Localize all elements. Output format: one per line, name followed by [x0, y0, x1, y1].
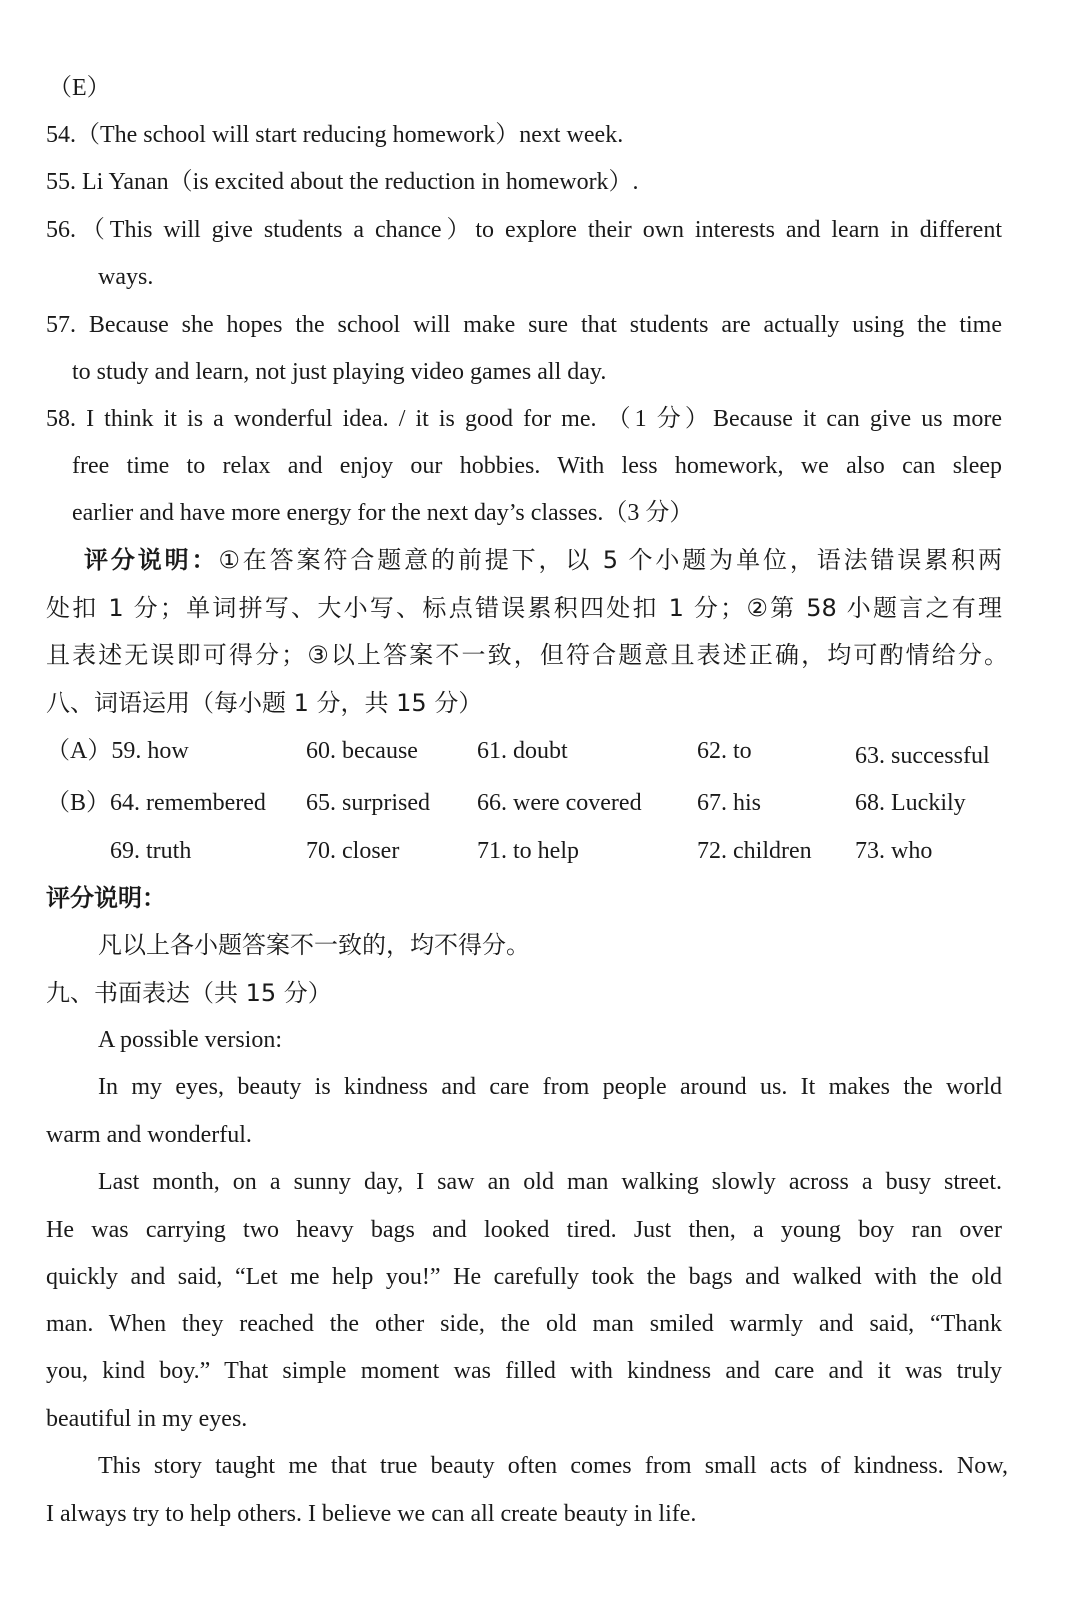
- answer-65: 65. surprised: [306, 790, 430, 816]
- section-8-heading: 八、词语运用（每小题 1 分，共 15 分）: [46, 689, 483, 717]
- answer-57-line-1: 57. Because she hopes the school will make sure that students are actually using the time: [46, 312, 1002, 338]
- answer-58-line-2: free time to relax and enjoy our hobbies. With less homework, we also can sleep: [72, 453, 1002, 479]
- essay-p1-line-2: warm and wonderful.: [46, 1122, 252, 1148]
- scoring-notes-e-label: 评分说明：: [84, 546, 219, 574]
- essay-p3-line-1: This story taught me that true beauty often comes from small acts of kindness. Now,: [98, 1453, 1008, 1479]
- answer-63: 63. successful: [855, 743, 990, 769]
- essay-p2-line-6: beautiful in my eyes.: [46, 1406, 248, 1432]
- answer-64: （B）64. remembered: [46, 790, 266, 816]
- scoring-notes-e-line-1: [46, 545, 1002, 575]
- answer-58-line-1: 58. I think it is a wonderful idea. / it is good for me. （1 分）Because it can give us more: [46, 406, 1002, 432]
- answer-67: 67. his: [697, 790, 762, 816]
- answer-55: 55. Li Yanan（is excited about the reduction in homework）.: [46, 169, 639, 195]
- answer-56-line-2: ways.: [98, 264, 154, 290]
- answer-56-line-1: 56.（This will give students a chance）to explore their own interests and learn in different: [46, 217, 1002, 243]
- answer-71: 71. to help: [477, 838, 579, 864]
- essay-p2-line-3: quickly and said, “Let me help you!” He carefully took the bags and walked with the old: [46, 1264, 1002, 1290]
- essay-p1-line-1: In my eyes, beauty is kindness and care from people around us. It makes the world: [98, 1074, 1002, 1100]
- answer-60: 60. because: [306, 738, 418, 764]
- answer-68: 68. Luckily: [855, 790, 966, 816]
- scoring-notes-8-label: 评分说明：: [46, 884, 166, 912]
- answer-62: 62. to: [697, 738, 752, 764]
- section-e-heading: （E）: [48, 75, 111, 101]
- essay-p3-line-2: I always try to help others. I believe we can all create beauty in life.: [46, 1501, 697, 1527]
- section-9-heading: 九、书面表达（共 15 分）: [46, 979, 332, 1007]
- essay-p2-line-4: man. When they reached the other side, the old man smiled warmly and said, “Thank: [46, 1311, 1002, 1337]
- essay-p2-line-2: He was carrying two heavy bags and looked tired. Just then, a young boy ran over: [46, 1217, 1002, 1243]
- answer-72: 72. children: [697, 838, 812, 864]
- answer-59: （A）59. how: [46, 738, 189, 764]
- answer-58-line-3: earlier and have more energy for the next day’s classes.（3 分）: [72, 500, 694, 526]
- answer-54: 54.（The school will start reducing homework）next week.: [46, 122, 624, 148]
- scoring-notes-e-line-2: 处扣 1 分；单词拼写、大小写、标点错误累积四处扣 1 分；②第 58 小题言之有理: [46, 594, 1002, 622]
- answer-66: 66. were covered: [477, 790, 642, 816]
- answer-70: 70. closer: [306, 838, 400, 864]
- answer-57-line-2: to study and learn, not just playing video games all day.: [72, 359, 607, 385]
- scoring-notes-e-text-1: ①在答案符合题意的前提下，以 5 个小题为单位，语法错误累积两: [218, 546, 1002, 574]
- scoring-notes-e-line-3: 且表述无误即可得分；③以上答案不一致，但符合题意且表述正确，均可酌情给分。: [46, 641, 1008, 669]
- scoring-notes-8-text: 凡以上各小题答案不一致的，均不得分。: [98, 931, 530, 959]
- essay-p2-line-5: you, kind boy.” That simple moment was filled with kindness and care and it was truly: [46, 1358, 1002, 1384]
- essay-intro: A possible version:: [98, 1027, 282, 1053]
- answer-61: 61. doubt: [477, 738, 568, 764]
- answer-73: 73. who: [855, 838, 933, 864]
- essay-p2-line-1: Last month, on a sunny day, I saw an old man walking slowly across a busy street.: [98, 1169, 1002, 1195]
- answer-69: 69. truth: [110, 838, 192, 864]
